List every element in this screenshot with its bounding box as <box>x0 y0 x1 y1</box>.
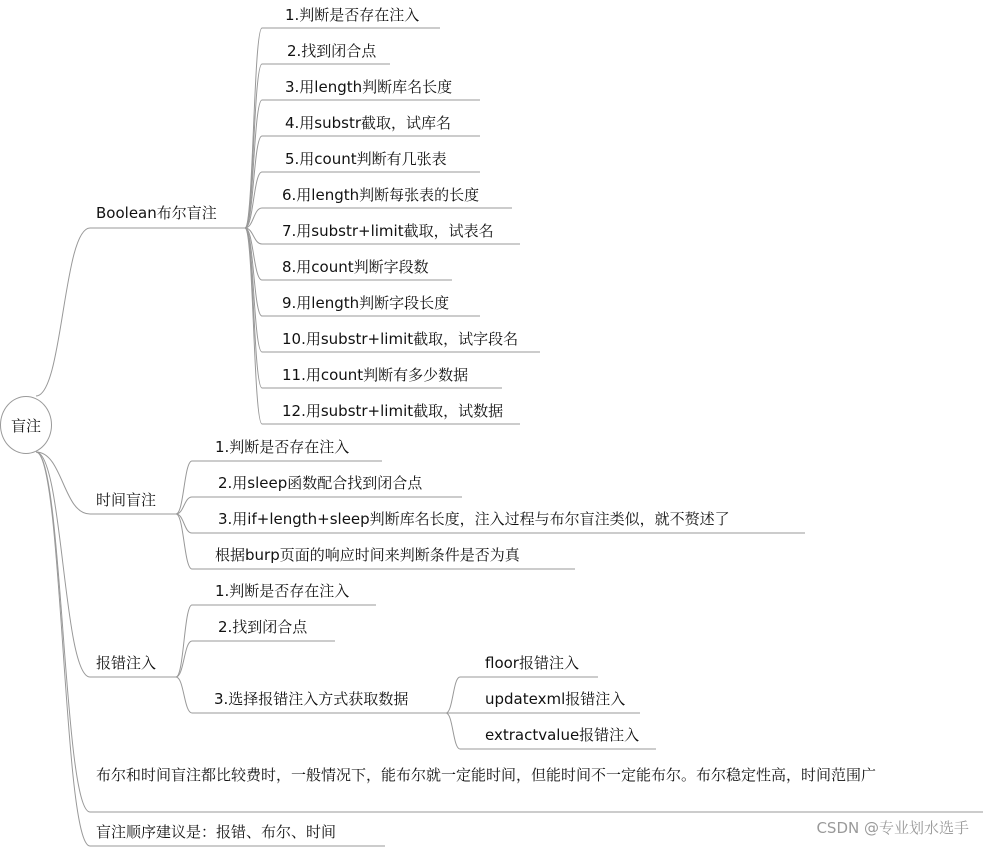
root-node[interactable] <box>0 396 52 454</box>
link-error-method-1 <box>446 677 460 713</box>
note-order[interactable]: 盲注顺序建议是：报错、布尔、时间 <box>96 823 337 841</box>
boolean-step-2[interactable]: 2.找到闭合点 <box>287 42 377 60</box>
time-step-1[interactable]: 1.判断是否存在注入 <box>215 438 350 456</box>
time-step-4[interactable]: 根据burp页面的响应时间来判断条件是否为真 <box>215 546 520 564</box>
link-error-step-2 <box>176 641 192 677</box>
boolean-step-7[interactable]: 7.用substr+limit截取，试表名 <box>282 222 494 240</box>
time-step-2[interactable]: 2.用sleep函数配合找到闭合点 <box>218 474 423 492</box>
link-root-boolean <box>36 228 90 396</box>
link-boolean-step-2 <box>245 64 262 228</box>
branch-error-label[interactable]: 报错注入 <box>96 654 157 672</box>
time-step-3[interactable]: 3.用if+length+sleep判断库名长度，注入过程与布尔盲注类似，就不赘述了 <box>218 510 730 528</box>
link-boolean-step-12 <box>245 228 262 424</box>
link-root-note2 <box>36 452 90 846</box>
error-method-updatexml[interactable]: updatexml报错注入 <box>485 690 626 708</box>
link-error-method-3 <box>446 713 460 749</box>
link-root-time <box>36 452 90 514</box>
root-label: 盲注 <box>10 416 41 435</box>
boolean-step-9[interactable]: 9.用length判断字段长度 <box>282 294 450 312</box>
boolean-step-3[interactable]: 3.用length判断库名长度 <box>285 78 453 96</box>
link-error-step-1 <box>176 605 192 677</box>
error-method-floor[interactable]: floor报错注入 <box>485 654 579 672</box>
boolean-step-1[interactable]: 1.判断是否存在注入 <box>285 6 420 24</box>
error-step-3[interactable]: 3.选择报错注入方式获取数据 <box>214 690 409 708</box>
boolean-step-8[interactable]: 8.用count判断字段数 <box>282 258 429 276</box>
boolean-step-5[interactable]: 5.用count判断有几张表 <box>285 150 447 168</box>
link-error-step-3 <box>176 677 192 713</box>
error-step-1[interactable]: 1.判断是否存在注入 <box>215 582 350 600</box>
branch-boolean-label[interactable]: Boolean布尔盲注 <box>96 204 217 222</box>
boolean-step-6[interactable]: 6.用length判断每张表的长度 <box>282 186 480 204</box>
error-method-extractvalue[interactable]: extractvalue报错注入 <box>485 726 640 744</box>
branch-time-label[interactable]: 时间盲注 <box>96 491 157 509</box>
boolean-step-4[interactable]: 4.用substr截取，试库名 <box>285 114 452 132</box>
boolean-step-11[interactable]: 11.用count判断有多少数据 <box>282 366 469 384</box>
link-root-note1 <box>36 452 90 812</box>
error-step-2[interactable]: 2.找到闭合点 <box>218 618 308 636</box>
note-comparison[interactable]: 布尔和时间盲注都比较费时，一般情况下，能布尔就一定能时间，但能时间不一定能布尔。布尔稳定性高，时间范围广 <box>96 766 877 784</box>
boolean-step-12[interactable]: 12.用substr+limit截取，试数据 <box>282 402 504 420</box>
boolean-step-10[interactable]: 10.用substr+limit截取，试字段名 <box>282 330 519 348</box>
watermark: CSDN @专业划水选手 <box>816 819 969 837</box>
